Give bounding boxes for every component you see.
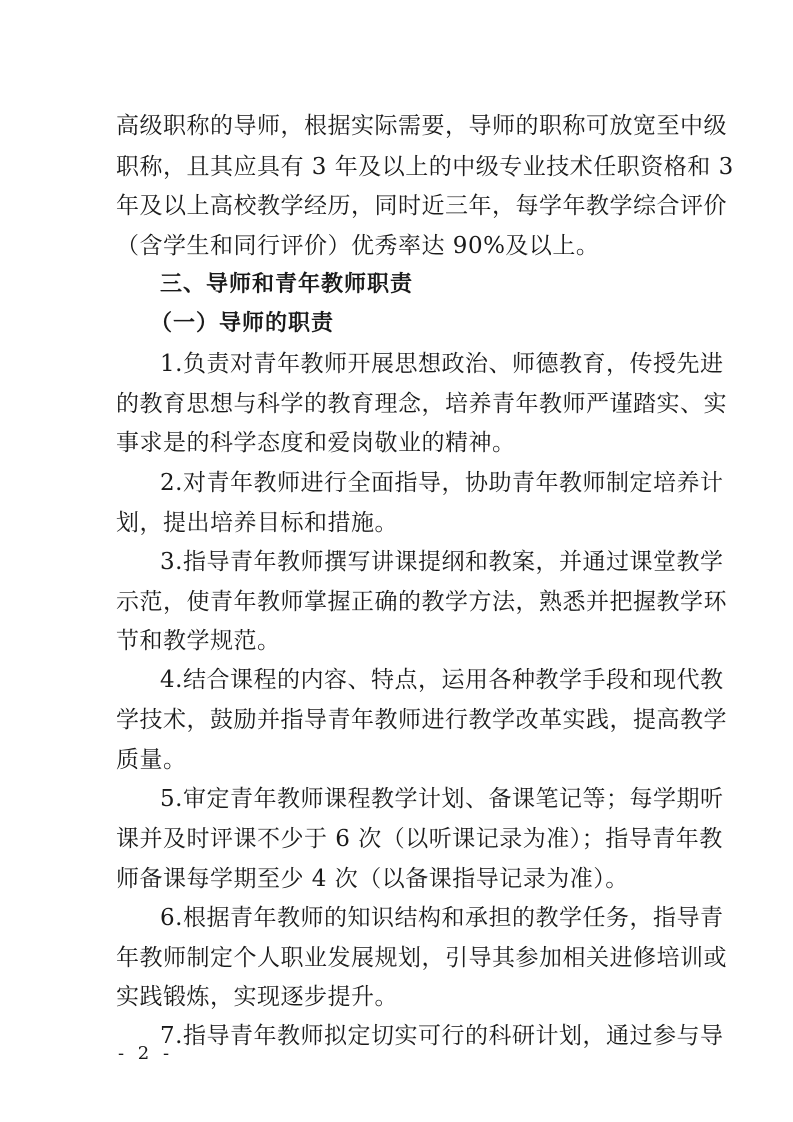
list-item-text: 2.对青年教师进行全面指导，协助青年教师制定培养计 (160, 470, 724, 496)
list-item-text: 6.根据青年教师的知识结构和承担的教学任务，指导青 (160, 905, 724, 931)
body-text-line: 高级职称的导师，根据实际需要，导师的职称可放宽至中级 (116, 113, 727, 139)
body-text-line: 年及以上高校教学经历，同时近三年，每学年教学综合评价 (116, 193, 727, 219)
list-item-text: 3.指导青年教师撰写讲课提纲和教案，并通过课堂教学 (160, 549, 724, 575)
body-text-line: 师备课每学期至少 4 次（以备课指导记录为准）。 (116, 866, 629, 892)
body-text-line: 事求是的科学态度和爱岗敬业的精神。 (116, 430, 516, 456)
body-text-line: 实践锻炼，实现逐步提升。 (116, 984, 398, 1010)
body-text-line: 课并及时评课不少于 6 次（以听课记录为准）；指导青年教 (116, 826, 723, 852)
body-text-line: 质量。 (116, 747, 187, 773)
list-item-text: 7.指导青年教师拟定切实可行的科研计划，通过参与导 (160, 1023, 724, 1049)
body-text-line: 的教育思想与科学的教育理念，培养青年教师严谨踏实、实 (116, 391, 727, 417)
body-text-line: 学技术，鼓励并指导青年教师进行教学改革实践，提高教学 (116, 707, 727, 733)
body-text-line: 年教师制定个人职业发展规划，引导其参加相关进修培训或 (116, 945, 727, 971)
body-text-line: （含学生和同行评价）优秀率达 90%及以上。 (116, 233, 600, 259)
body-text-line: 职称，且其应具有 3 年及以上的中级专业技术任职资格和 3 (116, 154, 734, 180)
list-item-text: 4.结合课程的内容、特点，运用各种教学手段和现代教 (160, 667, 724, 693)
list-item-text: 1.负责对青年教师开展思想政治、师德教育，传授先进 (160, 351, 724, 377)
page-number: - 2 - (118, 1043, 174, 1064)
body-text-line: 节和教学规范。 (116, 628, 281, 654)
subsection-heading: （一）导师的职责 (150, 311, 335, 336)
body-text-line: 示范，使青年教师掌握正确的教学方法，熟悉并把握教学环 (116, 589, 727, 615)
section-heading: 三、导师和青年教师职责 (160, 272, 414, 297)
body-text-line: 划，提出培养目标和措施。 (116, 510, 398, 536)
list-item-text: 5.审定青年教师课程教学计划、备课笔记等；每学期听 (160, 786, 724, 812)
